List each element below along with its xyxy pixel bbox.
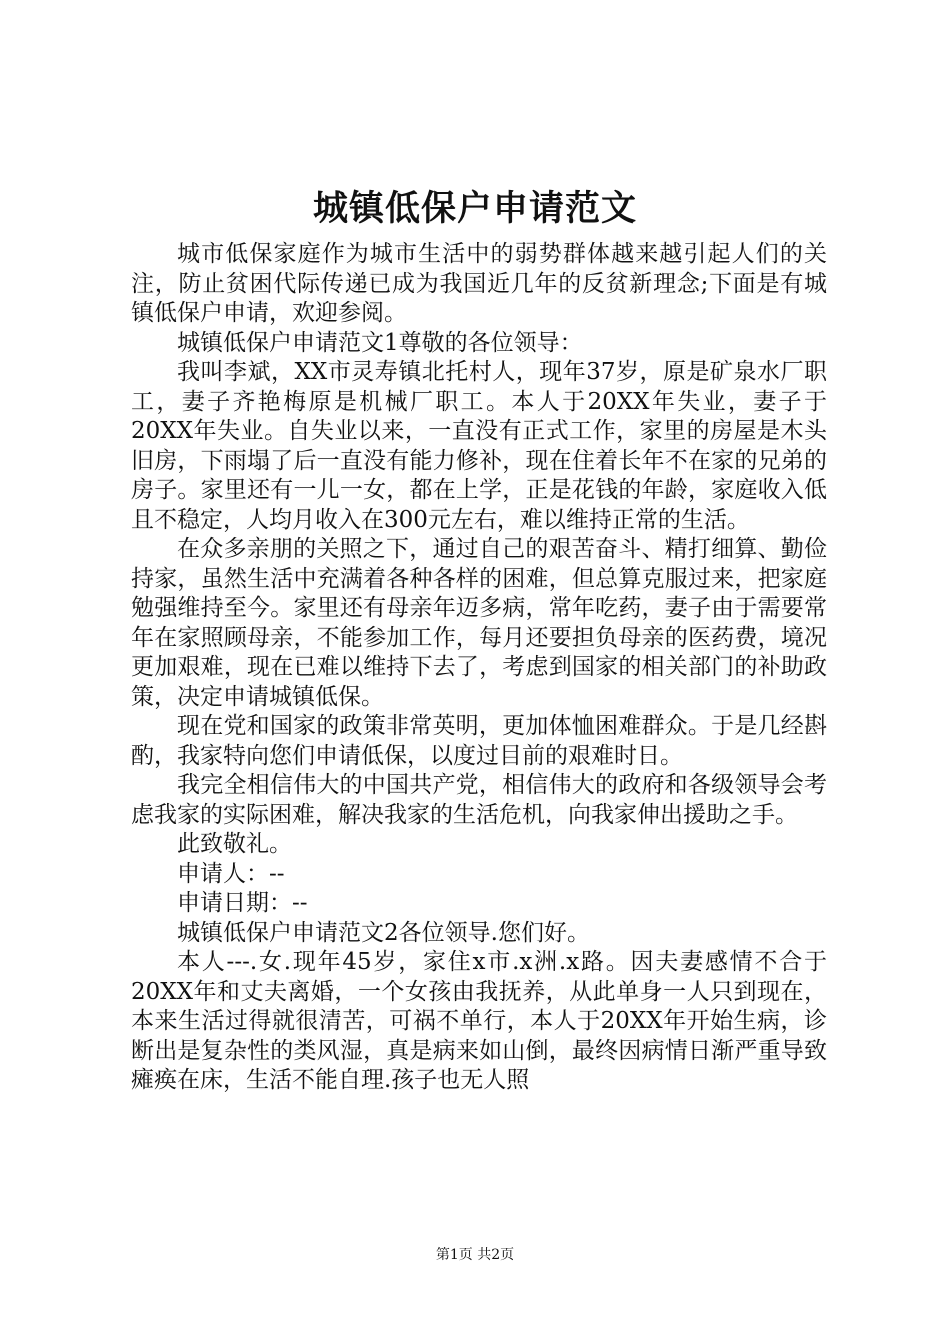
paragraph-applicant: 申请人：-- (177, 860, 285, 887)
paragraph-applicant-situation: 我叫李斌，XX市灵寿镇北托村人，现年37岁，原是矿泉水厂职工，妻子齐艳梅原是机械厂职工。本人于20XX年失业，妻子于20XX年失业。自失业以来，一直没有正式工作，家里的房屋是木头旧房，下雨塌了后一直没有能力修补，现在住着长年不在家的兄弟的房子。家里还有一儿一女，都在上学，正是花钱的年龄，家庭收入低且不稳定，人均月收入在300元左右，难以维持正常的生活。 (131, 359, 827, 533)
paragraph-intro: 城市低保家庭作为城市生活中的弱势群体越来越引起人们的关注，防止贫困代际传递已成为我国近几年的反贫新理念;下面是有城镇低保户申请，欢迎参阅。 (131, 241, 827, 326)
paragraph-family-hardship: 在众多亲朋的关照之下，通过自己的艰苦奋斗、精打细算、勤俭持家，虽然生活中充满着各种各样的困难，但总算克服过来，把家庭勉强维持至今。家里还有母亲年迈多病，常年吃药，妻子由于需要常年在家照顾母亲，不能参加工作，每月还要担负母亲的医药费，境况更加艰难，现在已难以维持下去了，考虑到国家的相关部门的补助政策，决定申请城镇低保。 (131, 536, 827, 710)
document-title: 城镇低保户申请范文 (312, 188, 637, 229)
paragraph-sample1-heading: 城镇低保户申请范文1尊敬的各位领导： (177, 329, 583, 356)
paragraph-sample2-body: 本人---.女.现年45岁，家住x市.x洲.x路。因夫妻感情不合于20XX年和丈夫离婚，一个女孩由我抚养，从此单身一人只到现在，本来生活过得就很清苦，可祸不单行，本人于20XX年开始生病，诊断出是复杂性的类风湿，真是病来如山倒，最终因病情日渐严重导致瘫痪在床，生活不能自理.孩子也无人照 (131, 949, 827, 1093)
paragraph-trust: 我完全相信伟大的中国共产党，相信伟大的政府和各级领导会考虑我家的实际困难，解决我家的生活危机，向我家伸出援助之手。 (131, 772, 827, 828)
paragraph-request: 现在党和国家的政策非常英明，更加体恤困难群众。于是几经斟酌，我家特向您们申请低保，以度过目前的艰难时日。 (131, 713, 827, 769)
paragraph-closing: 此致敬礼。 (177, 831, 292, 857)
document-body (131, 240, 827, 1096)
paragraph-date: 申请日期：-- (177, 890, 308, 916)
page-footer: 第1页 共2页 (435, 1247, 515, 1263)
paragraph-sample2-heading: 城镇低保户申请范文2各位领导.您们好。 (177, 919, 590, 946)
